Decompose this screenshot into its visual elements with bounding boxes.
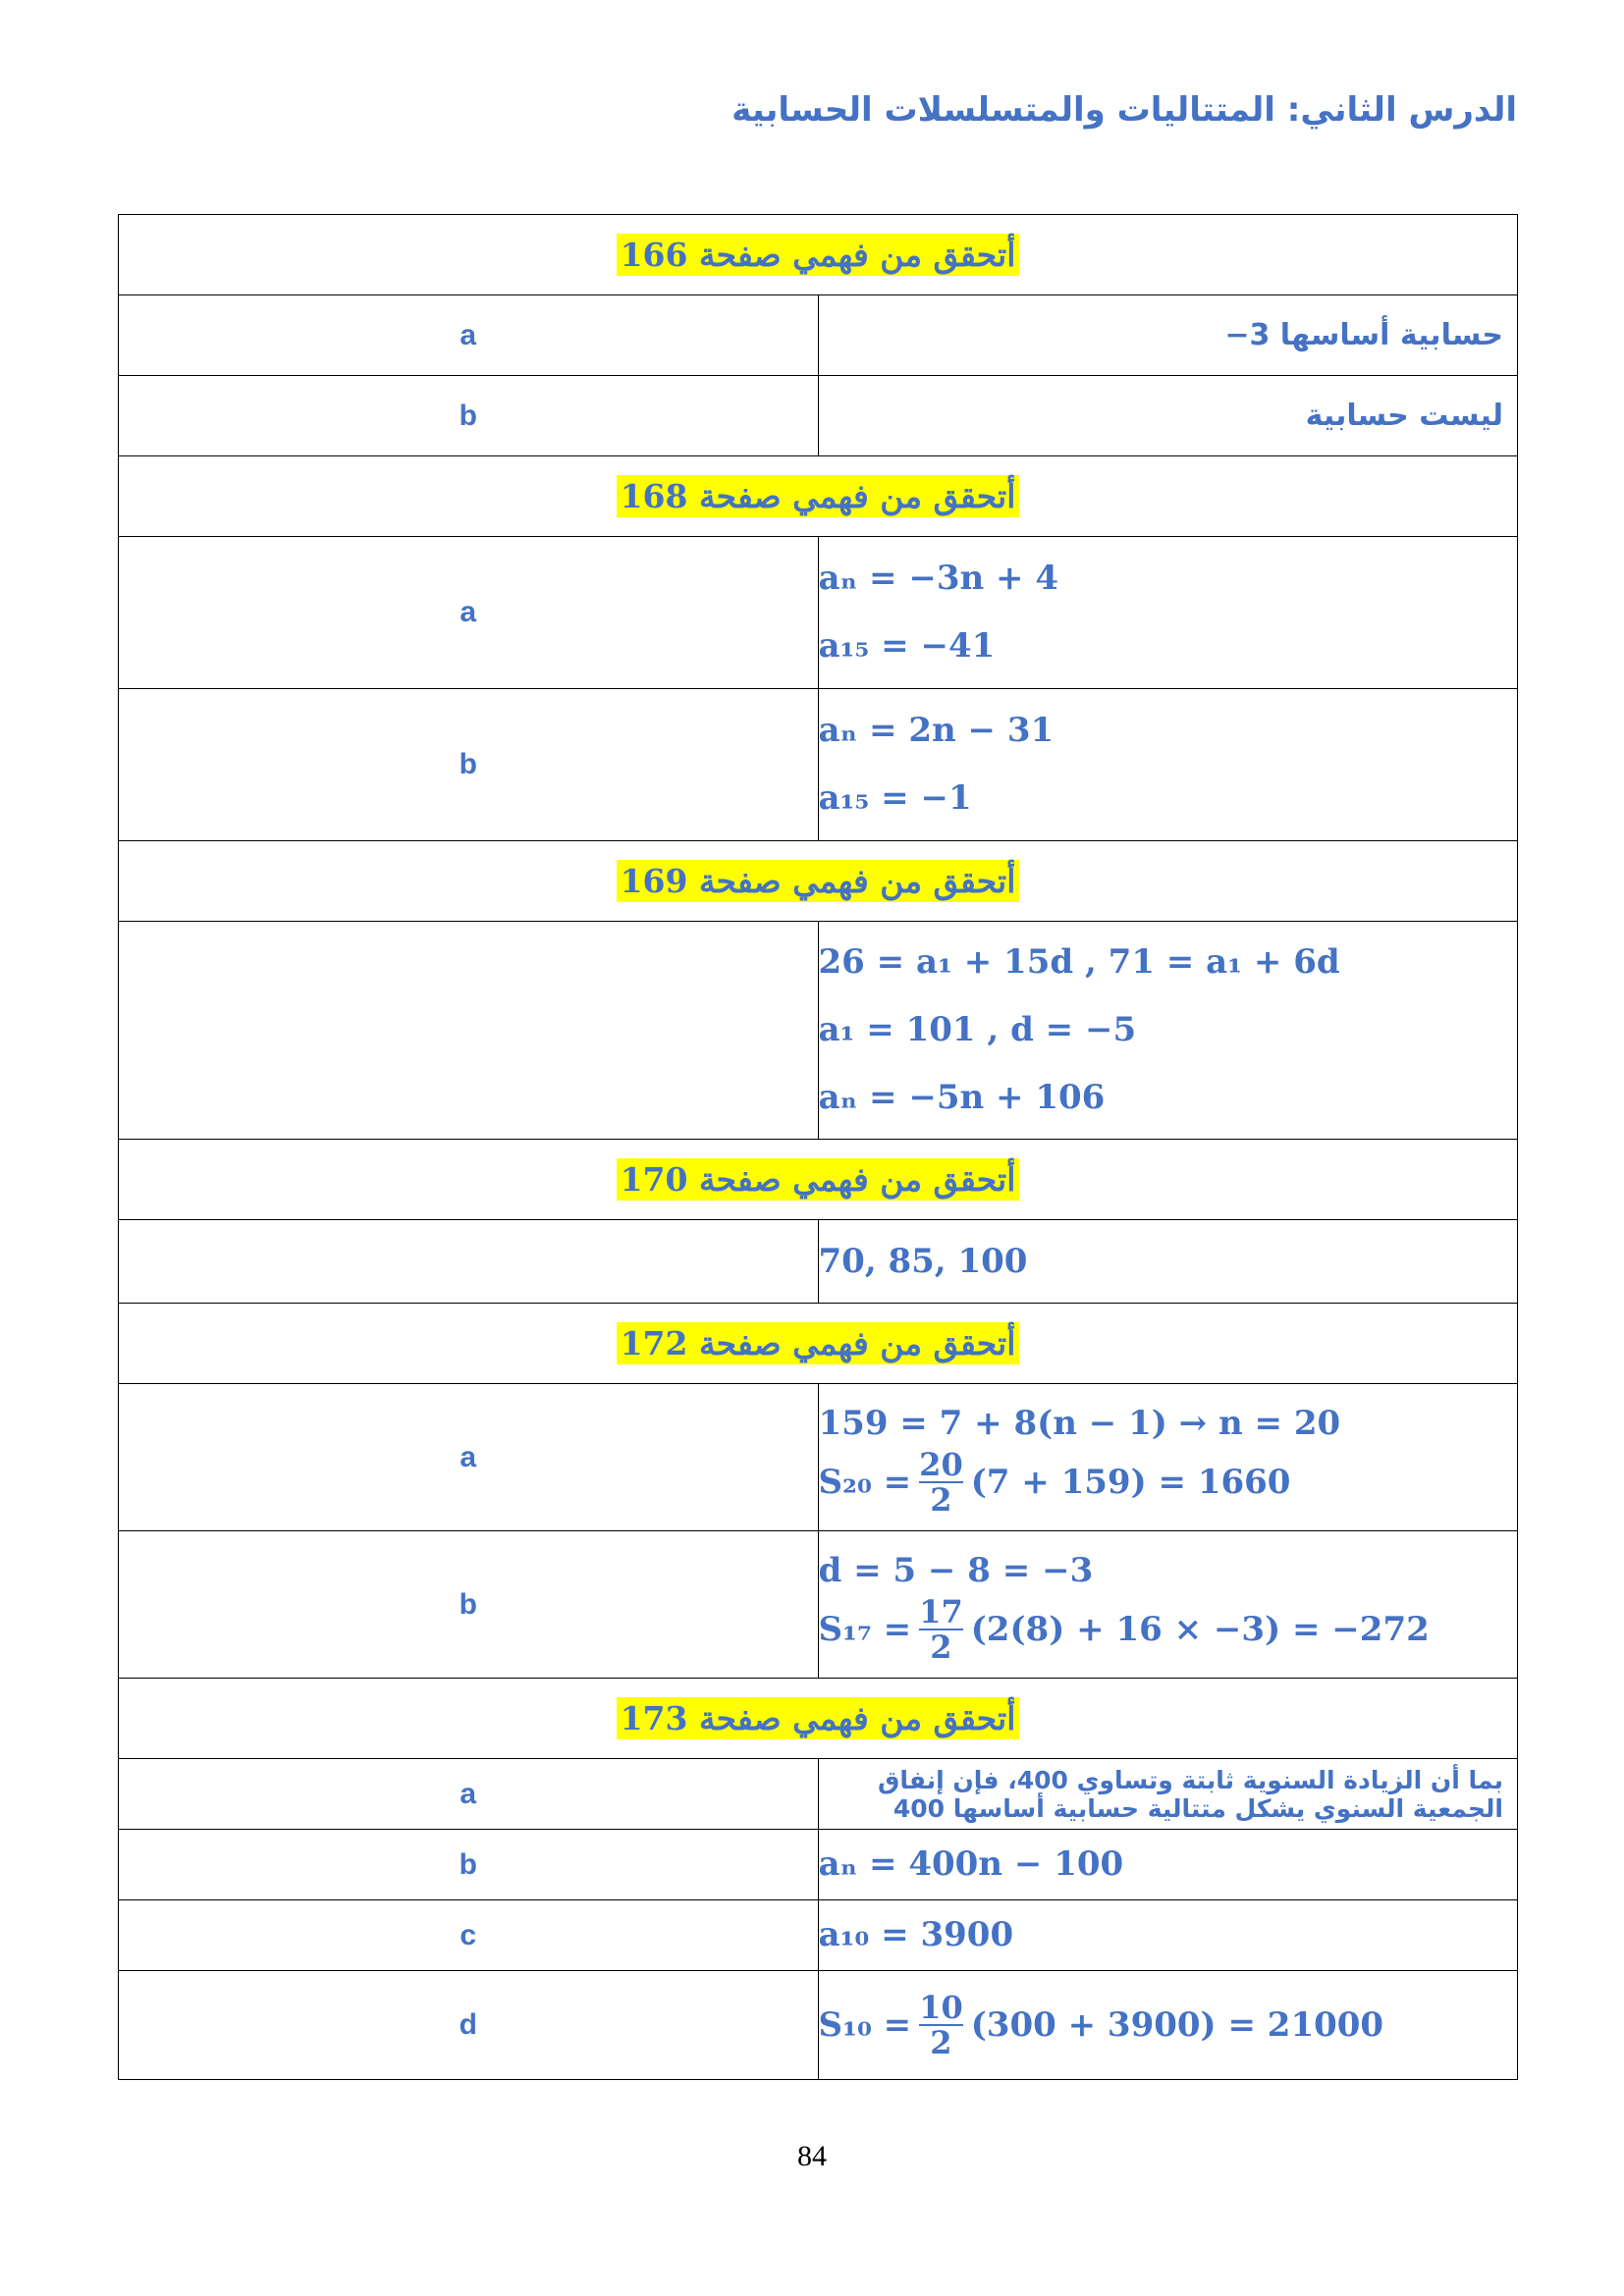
sum-formula: [818, 1445, 1518, 1519]
fraction: [919, 1991, 963, 2059]
answer-row: [119, 1531, 1518, 1679]
section-heading: أتحقق من فهمي صفحة 170: [617, 1158, 1020, 1201]
sum-formula: [818, 1592, 1518, 1666]
sum-rhs: (2(8) + 16 × −3) = −272: [970, 1609, 1430, 1649]
equation-line: 26 = a₁ + 15d , 71 = a₁ + 6d: [818, 942, 1340, 982]
section-header-cell: [119, 1140, 1518, 1220]
row-label: b: [119, 1830, 819, 1900]
fraction-denominator: 2: [930, 1480, 952, 1519]
row-label: a: [119, 295, 819, 376]
answer-cell: [818, 922, 1518, 1140]
answer-row: [119, 1830, 1518, 1900]
fraction-denominator: 2: [930, 1628, 952, 1666]
answer-row: [119, 376, 1518, 456]
answer-cell: [818, 1531, 1518, 1679]
answer-cell: [818, 1220, 1518, 1304]
answer-row: [119, 689, 1518, 841]
answer-cell: [818, 1384, 1518, 1531]
sum-rhs: (300 + 3900) = 21000: [970, 2005, 1384, 2045]
equation-line: a₁ = 101 , d = −5: [818, 1010, 1137, 1049]
answer-cell: [818, 1759, 1518, 1830]
section-heading: أتحقق من فهمي صفحة 173: [617, 1697, 1020, 1739]
row-label: b: [119, 1531, 819, 1679]
answer-cell: [818, 537, 1518, 689]
equation-line: a₁₅ = −41: [818, 626, 996, 666]
answer-row: [119, 1220, 1518, 1304]
fraction-numerator: 20: [919, 1445, 963, 1483]
section-header-cell: [119, 1304, 1518, 1384]
answer-row: [119, 1971, 1518, 2080]
fraction: [919, 1592, 963, 1666]
row-label: [119, 1220, 819, 1304]
section-header-row: [119, 456, 1518, 537]
equation-line: aₙ = 2n − 31: [818, 711, 1055, 750]
section-header-row: [119, 215, 1518, 295]
equation-line: 70, 85, 100: [818, 1241, 1028, 1281]
sum-lhs: S₂₀ =: [818, 1462, 912, 1502]
answer-cell: [818, 1830, 1518, 1900]
row-label: a: [119, 1759, 819, 1830]
equation-line: d = 5 − 8 = −3: [818, 1550, 1094, 1590]
row-label: d: [119, 1971, 819, 2080]
fraction-numerator: 10: [919, 1989, 963, 2026]
fraction: [919, 1445, 963, 1519]
sum-formula: [819, 1991, 1518, 2059]
section-header-row: [119, 1304, 1518, 1384]
section-header-cell: [119, 841, 1518, 922]
answer-cell: [818, 295, 1518, 376]
answer-row: [119, 1759, 1518, 1830]
section-header-cell: [119, 456, 1518, 537]
section-header-row: [119, 1679, 1518, 1759]
answer-text: ليست حسابية: [1305, 399, 1503, 433]
equation-line: aₙ = 400n − 100: [818, 1844, 1124, 1884]
answer-row: [119, 1384, 1518, 1531]
section-heading: أتحقق من فهمي صفحة 172: [617, 1322, 1020, 1364]
equation-line: 159 = 7 + 8(n − 1) → n = 20: [818, 1403, 1341, 1443]
answer-text: بما أن الزيادة السنوية ثابتة وتساوي 400، فإن إنفاق الجمعية السنوي يشكل متتالية حسابية أساسها 400: [878, 1765, 1503, 1823]
equation-line: aₙ = −5n + 106: [818, 1078, 1106, 1117]
answer-cell: [818, 1971, 1518, 2080]
row-label: b: [119, 376, 819, 456]
section-header-row: [119, 1140, 1518, 1220]
answer-cell: [818, 689, 1518, 841]
answer-cell: [818, 376, 1518, 456]
answer-text: حسابية أساسها 3−: [1224, 318, 1503, 352]
row-label: [119, 922, 819, 1140]
section-heading: أتحقق من فهمي صفحة 166: [617, 234, 1020, 276]
equation-line: a₁₀ = 3900: [818, 1915, 1014, 1954]
row-label: b: [119, 689, 819, 841]
answer-row: [119, 1900, 1518, 1971]
answers-table: [118, 214, 1518, 2080]
sum-lhs: S₁₀ =: [818, 2005, 912, 2045]
fraction-denominator: 2: [930, 2024, 952, 2061]
answer-row: [119, 295, 1518, 376]
row-label: a: [119, 537, 819, 689]
equation-line: a₁₅ = −1: [818, 778, 972, 818]
page-number: 84: [797, 2140, 827, 2172]
answer-row: [119, 922, 1518, 1140]
section-heading: أتحقق من فهمي صفحة 169: [617, 860, 1020, 902]
fraction-numerator: 17: [919, 1592, 963, 1630]
sum-rhs: (7 + 159) = 1660: [970, 1462, 1291, 1502]
section-header-row: [119, 841, 1518, 922]
row-label: a: [119, 1384, 819, 1531]
section-header-cell: [119, 215, 1518, 295]
equation-line: aₙ = −3n + 4: [818, 559, 1059, 598]
answer-row: [119, 537, 1518, 689]
section-heading: أتحقق من فهمي صفحة 168: [617, 475, 1020, 517]
sum-lhs: S₁₇ =: [818, 1609, 912, 1649]
row-label: c: [119, 1900, 819, 1971]
page-title: الدرس الثاني: المتتاليات والمتسلسلات الحسابية: [731, 90, 1517, 130]
answer-cell: [818, 1900, 1518, 1971]
section-header-cell: [119, 1679, 1518, 1759]
